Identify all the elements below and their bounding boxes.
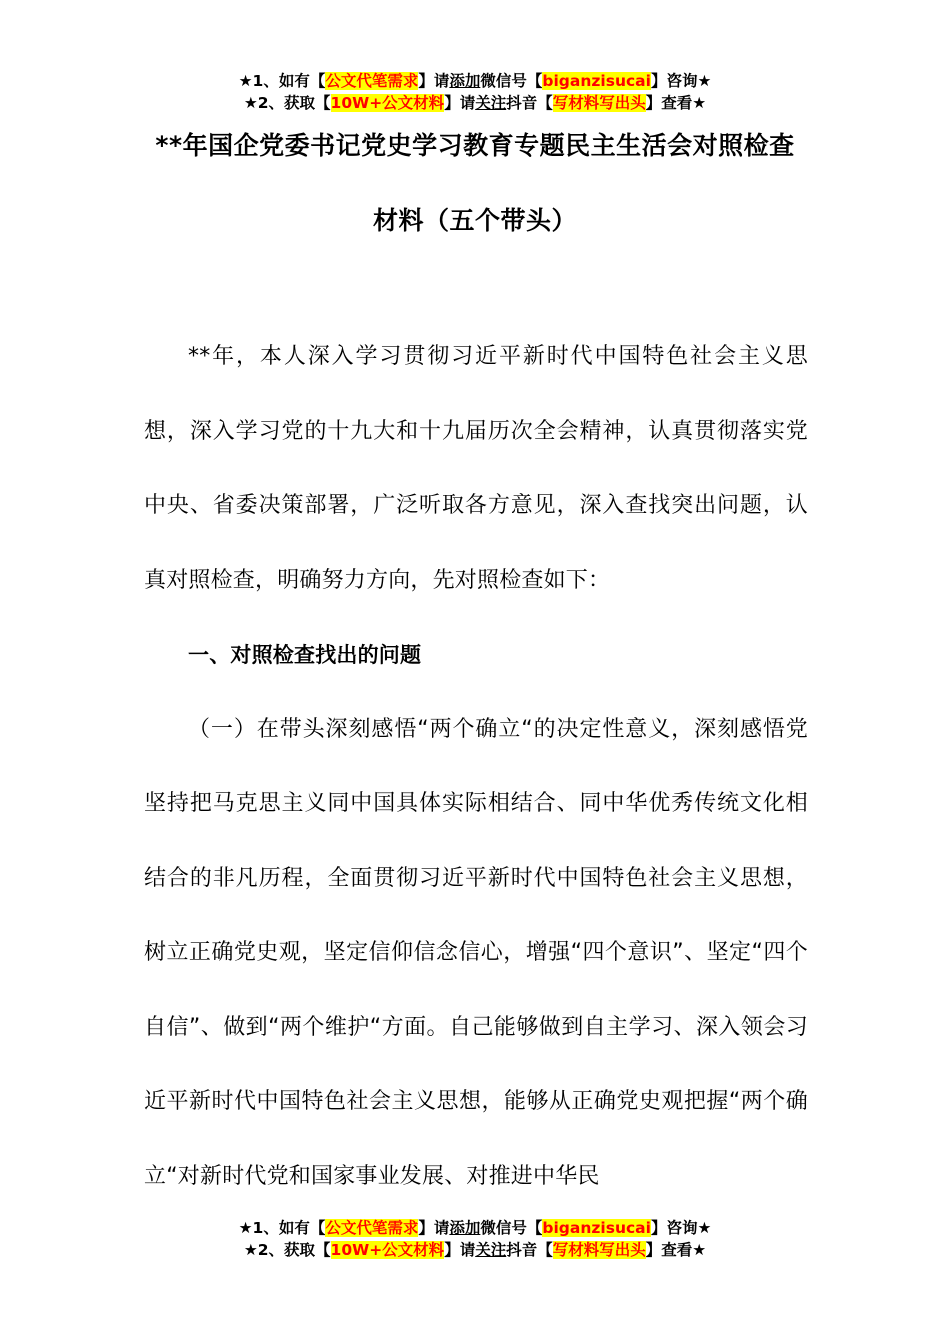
douyin-account-highlight: 写材料写出头 <box>552 1241 646 1259</box>
banner-line-1: ★1、如有【公文代笔需求】请添加微信号【biganzisucai】咨询★ <box>238 72 712 90</box>
wechat-id-highlight: biganzisucai <box>542 1219 651 1237</box>
banner-line-2: ★2、获取【10W+公文材料】请关注抖音【写材料写出头】查看★ <box>243 1241 707 1259</box>
section-heading: 一、对照检查找出的问题 <box>188 643 422 667</box>
banner-line-2: ★2、获取【10W+公文材料】请关注抖音【写材料写出头】查看★ <box>243 94 707 112</box>
materials-highlight: 10W+公文材料 <box>330 1241 445 1259</box>
follow-emphasis: 关注 <box>475 1241 507 1259</box>
bottom-banner <box>0 1217 950 1261</box>
document-title-line-1: **年国企党委书记党史学习教育专题民主生活会对照检查 <box>155 131 795 160</box>
intro-paragraph: **年，本人深入学习贯彻习近平新时代中国特色社会主义思想，深入学习党的十九大和十九届历次全会精神，认真贯彻落实党中央、省委决策部署，广泛听取各方意见，深入查找突出问题，认真对照检查，明确努力方向，先对照检查如下： <box>144 344 808 593</box>
banner-line-1: ★1、如有【公文代笔需求】请添加微信号【biganzisucai】咨询★ <box>238 1219 712 1237</box>
top-banner <box>0 70 950 114</box>
follow-emphasis: 关注 <box>475 94 507 112</box>
ghostwriting-highlight: 公文代笔需求 <box>325 1219 419 1237</box>
ghostwriting-highlight: 公文代笔需求 <box>325 72 419 90</box>
add-emphasis: 添加 <box>449 1219 481 1237</box>
document-title-line-2: 材料（五个带头） <box>372 206 577 235</box>
add-emphasis: 添加 <box>449 72 481 90</box>
douyin-account-highlight: 写材料写出头 <box>552 94 646 112</box>
document-body <box>144 320 808 1214</box>
materials-highlight: 10W+公文材料 <box>330 94 445 112</box>
problem-paragraph-1: （一）在带头深刻感悟“两个确立“的决定性意义，深刻感悟党坚持把马克思主义同中国具体实际相结合、同中华优秀传统文化相结合的非凡历程，全面贯彻习近平新时代中国特色社会主义思想，树立正确党史观，坚定信仰信念信心，增强“四个意识”、坚定“四个自信”、做到“两个维护“方面。自己能够做到自主学习、深入领会习近平新时代中国特色社会主义思想，能够从正确党史观把握“两个确立“对新时代党和国家事业发展、对推进中华民 <box>144 716 808 1189</box>
wechat-id-highlight: biganzisucai <box>542 72 651 90</box>
